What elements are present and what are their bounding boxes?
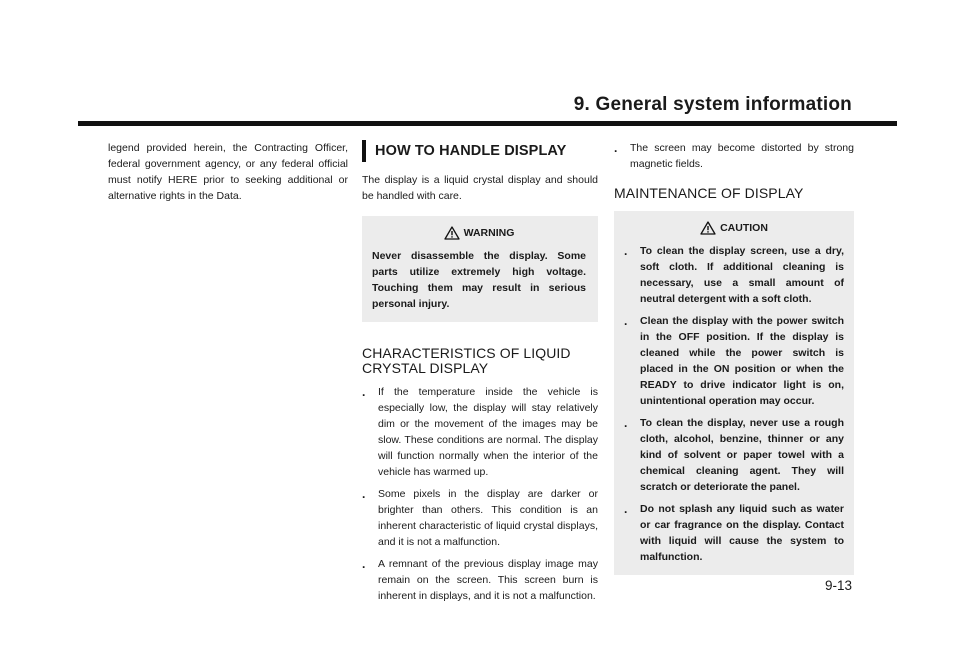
list-item-text: If the temperature inside the vehicle is especially low, the display will stay relatively dim or the movement of the images may be slow. These conditions are normal. The display will function normally when the interior of the vehicle has warmed up. xyxy=(378,386,598,478)
page-number: 9-13 xyxy=(824,578,852,593)
bullet-marker: . xyxy=(362,487,366,501)
caution-item xyxy=(624,501,844,565)
caution-item xyxy=(624,415,844,495)
caution-box xyxy=(614,211,854,575)
header-rule xyxy=(78,121,897,126)
bullet-marker: . xyxy=(624,314,628,328)
subheading-line-2: CRYSTAL DISPLAY xyxy=(362,360,489,376)
bullet-marker: . xyxy=(362,385,366,399)
column-1 xyxy=(108,140,348,204)
list-item xyxy=(614,140,854,172)
list-item xyxy=(362,556,598,604)
list-item xyxy=(362,486,598,550)
heading-bar xyxy=(362,140,366,162)
legend-paragraph: legend provided herein, the Contracting Officer, federal government agency, or any federal official must notify HERE prior to seeking additional or alternative rights in the Data. xyxy=(108,142,348,202)
intro-paragraph: The display is a liquid crystal display and should be handled with care. xyxy=(362,174,598,202)
bullet-marker: . xyxy=(624,416,628,430)
caution-item-text: Clean the display with the power switch in the OFF position. If the display is cleaned while the power switch is placed in the ON position or when the READY to drive indicator light is on, unintentional operation may occur. xyxy=(640,315,844,407)
subheading-line-1: CHARACTERISTICS OF LIQUID xyxy=(362,345,571,361)
list-item xyxy=(362,384,598,480)
warning-box xyxy=(362,216,598,322)
warning-header xyxy=(372,226,586,240)
caution-item-text: To clean the display screen, use a dry, soft cloth. If additional cleaning is necessary, use a small amount of neutral detergent with a soft cloth. xyxy=(640,245,844,305)
warning-icon xyxy=(444,226,460,240)
caution-item-text: Do not splash any liquid such as water or car fragrance on the display. Contact with liquid will cause the system to malfunction. xyxy=(640,503,844,563)
caution-item xyxy=(624,243,844,307)
caution-item-text: To clean the display, never use a rough cloth, alcohol, benzine, thinner or any kind of solvent or paper towel with a chemical cleaning agent. They will scratch or deteriorate the panel. xyxy=(640,417,844,493)
section-heading-text: HOW TO HANDLE DISPLAY xyxy=(375,143,567,159)
list-item-text: The screen may become distorted by strong magnetic fields. xyxy=(630,142,854,170)
section-heading xyxy=(362,140,598,162)
column-3 xyxy=(614,140,854,575)
caution-header xyxy=(624,221,844,235)
warning-icon xyxy=(700,221,716,235)
subheading xyxy=(362,346,598,376)
bullet-marker: . xyxy=(362,557,366,571)
caution-label: CAUTION xyxy=(720,222,768,234)
bullet-marker: . xyxy=(624,244,628,258)
column-2 xyxy=(362,140,598,610)
maintenance-heading: MAINTENANCE OF DISPLAY xyxy=(614,185,804,201)
caution-item xyxy=(624,313,844,409)
warning-label: WARNING xyxy=(463,227,515,239)
list-item-text: A remnant of the previous display image may remain on the screen. This screen burn is inherent in displays, and it is not a malfunction. xyxy=(378,558,598,602)
warning-text: Never disassemble the display. Some parts utilize extremely high voltage. Touching them may result in serious personal injury. xyxy=(372,250,586,310)
chapter-title: 9. General system information xyxy=(573,94,852,115)
list-item-text: Some pixels in the display are darker or brighter than others. This condition is an inherent characteristic of liquid crystal displays, and it is not a malfunction. xyxy=(378,488,598,548)
bullet-marker: . xyxy=(624,502,628,516)
bullet-marker: . xyxy=(614,141,618,155)
